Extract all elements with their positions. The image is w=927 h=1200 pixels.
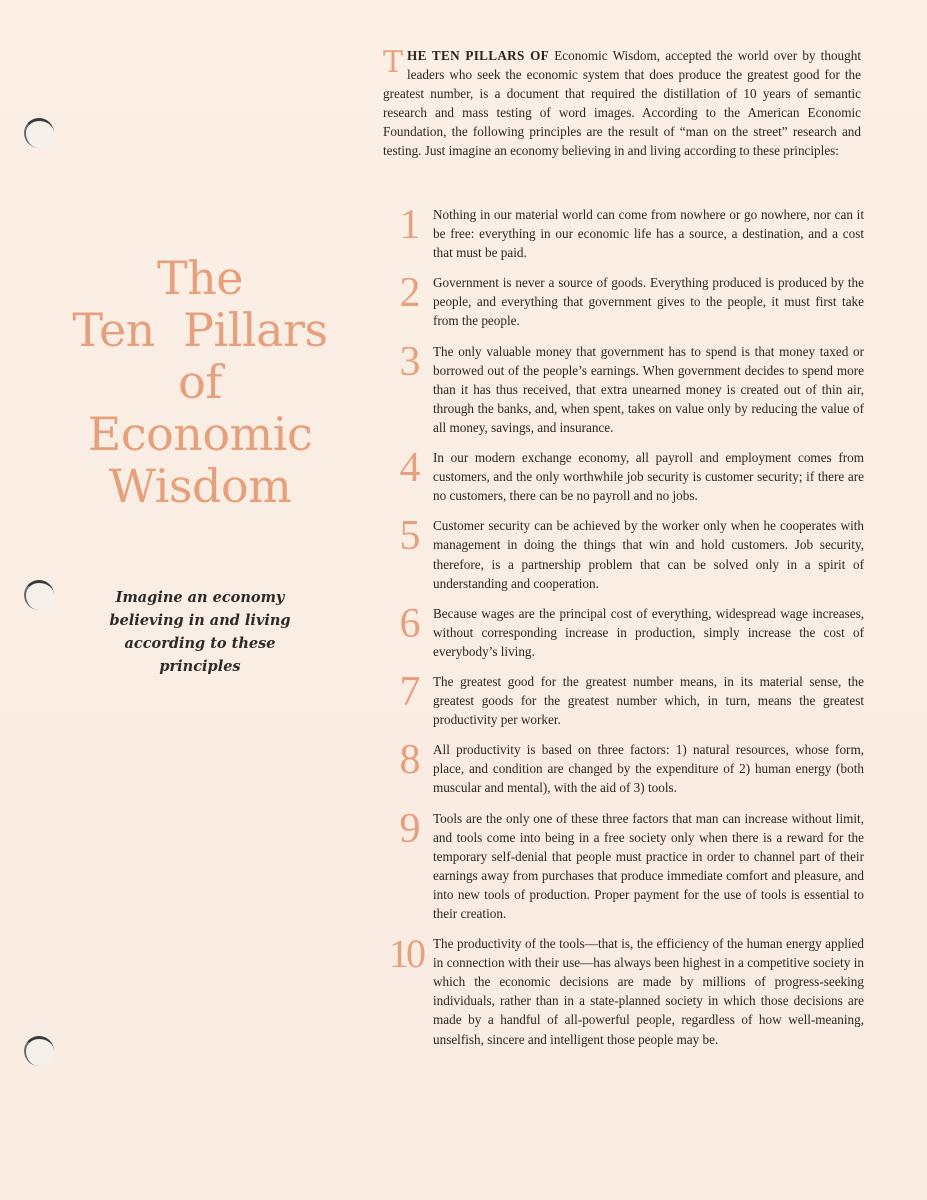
- intro-lead: HE TEN PILLARS OF: [407, 48, 550, 63]
- pillar-text: The greatest good for the greatest number means, in its material sense, the greatest goods for the greatest number which, in turn, means the greatest productivity per worker.: [433, 673, 864, 728]
- pillar-item: [390, 338, 864, 437]
- pillar-number: 10: [389, 931, 423, 977]
- binder-hole-top: [24, 118, 54, 148]
- pillar-number: 8: [399, 737, 421, 784]
- page-title: [60, 252, 340, 512]
- pillar-item: [390, 668, 864, 729]
- pillar-number: 7: [399, 668, 421, 715]
- pillar-text: Government is never a source of goods. Everything produced is produced by the people, and everything that government gives to the people, it must first take from the people.: [433, 275, 864, 329]
- pillar-number: 5: [399, 513, 421, 560]
- pillar-item: [390, 513, 864, 592]
- pillar-text: Customer security can be achieved by the worker only when he cooperates with management in doing the things that win and hold customers. Job security, therefore, is a partnership problem that can be solved only in a spirit of understanding and cooperation.: [433, 518, 864, 591]
- pillar-item: [390, 737, 864, 797]
- tagline-line: according to these: [124, 635, 276, 652]
- intro-text: Economic Wisdom, accepted the world over by thought leaders who seek the economic system that does produce the greatest good for the greatest number, is a document that required the distillation of 10 years of semantic research and mass testing of word images. According to the American Economic Foundation, the following principles are the result of “man on the street” research and testing. Just imagine an economy believing in and living according to these principles:: [383, 48, 861, 159]
- pillar-item: [390, 202, 864, 262]
- title-line: Economic: [87, 407, 313, 461]
- title-line: Wisdom: [108, 459, 292, 513]
- pillar-text: Nothing in our material world can come from nowhere or go nowhere, nor can it be free: everything in our economic life has a source, a destination, and a cost that must be paid.: [433, 207, 864, 261]
- pillar-item: [390, 805, 864, 924]
- pillar-text: The only valuable money that government has to spend is that money taxed or borrowed out of the people’s earnings. When government decides to spend more than it has thus received, that extra unearned money is created out of thin air, through the banks, and, when spent, takes on value only by reducing the value of all money, savings, and insurance.: [433, 343, 864, 435]
- pillar-item: [390, 270, 864, 330]
- pillar-number: 6: [399, 600, 421, 647]
- title-line: of: [178, 355, 222, 409]
- tagline-line: Imagine an economy: [115, 589, 285, 606]
- pillar-item: [390, 600, 864, 661]
- pillar-item: [389, 931, 864, 1049]
- binder-hole-bottom: [24, 1036, 54, 1066]
- pillar-text: The productivity of the tools—that is, the efficiency of the human energy applied in connection with their use—has always been highest in a competitive society in which the economic decisions are made by millions of progress-seeking individuals, rather than in a state-planned society in which those decisions are made by a handful of all-powerful people, regardless of how well-meaning, unselfish, sincere and intelligent those people may be.: [433, 936, 864, 1047]
- pillar-number: 1: [399, 202, 421, 248]
- pillar-item: [390, 445, 864, 505]
- binder-hole-middle: [24, 580, 54, 610]
- pillar-text: All productivity is based on three factors: 1) natural resources, whose form, place, and condition are changed by the expenditure of 2) human energy (both muscular and mental), with the aid of 3) tools.: [433, 742, 864, 796]
- title-line: Ten Pillars: [72, 303, 328, 357]
- pillar-number: 9: [399, 805, 421, 852]
- title-line: The: [156, 251, 244, 305]
- pillar-number: 3: [399, 338, 421, 385]
- pillar-text: In our modern exchange economy, all payroll and employment comes from customers, and the only worthwhile job security is customer security; if there are no customers, there can be no payroll and no jobs.: [433, 450, 864, 504]
- tagline-line: principles: [159, 658, 241, 675]
- pillar-text: Because wages are the principal cost of everything, widespread wage increases, without corresponding increase in production, simply increase the cost of everybody’s living.: [433, 605, 864, 659]
- intro-paragraph: [383, 46, 861, 161]
- tagline: [80, 586, 320, 678]
- pillars-list: [389, 202, 864, 1060]
- tagline-line: believing in and living: [109, 612, 291, 629]
- pillar-number: 4: [399, 445, 421, 492]
- pillar-number: 2: [399, 270, 421, 317]
- pillar-text: Tools are the only one of these three factors that man can increase without limit, and tools come into being in a free society only when there is a reward for the temporary self-denial that people must practice in order to channel part of their earnings away from purchases that produce immediate comfort and pleasure, and into new tools of production. Proper payment for the use of tools is essential to their creation.: [433, 810, 864, 921]
- intro-dropcap: T: [383, 45, 404, 80]
